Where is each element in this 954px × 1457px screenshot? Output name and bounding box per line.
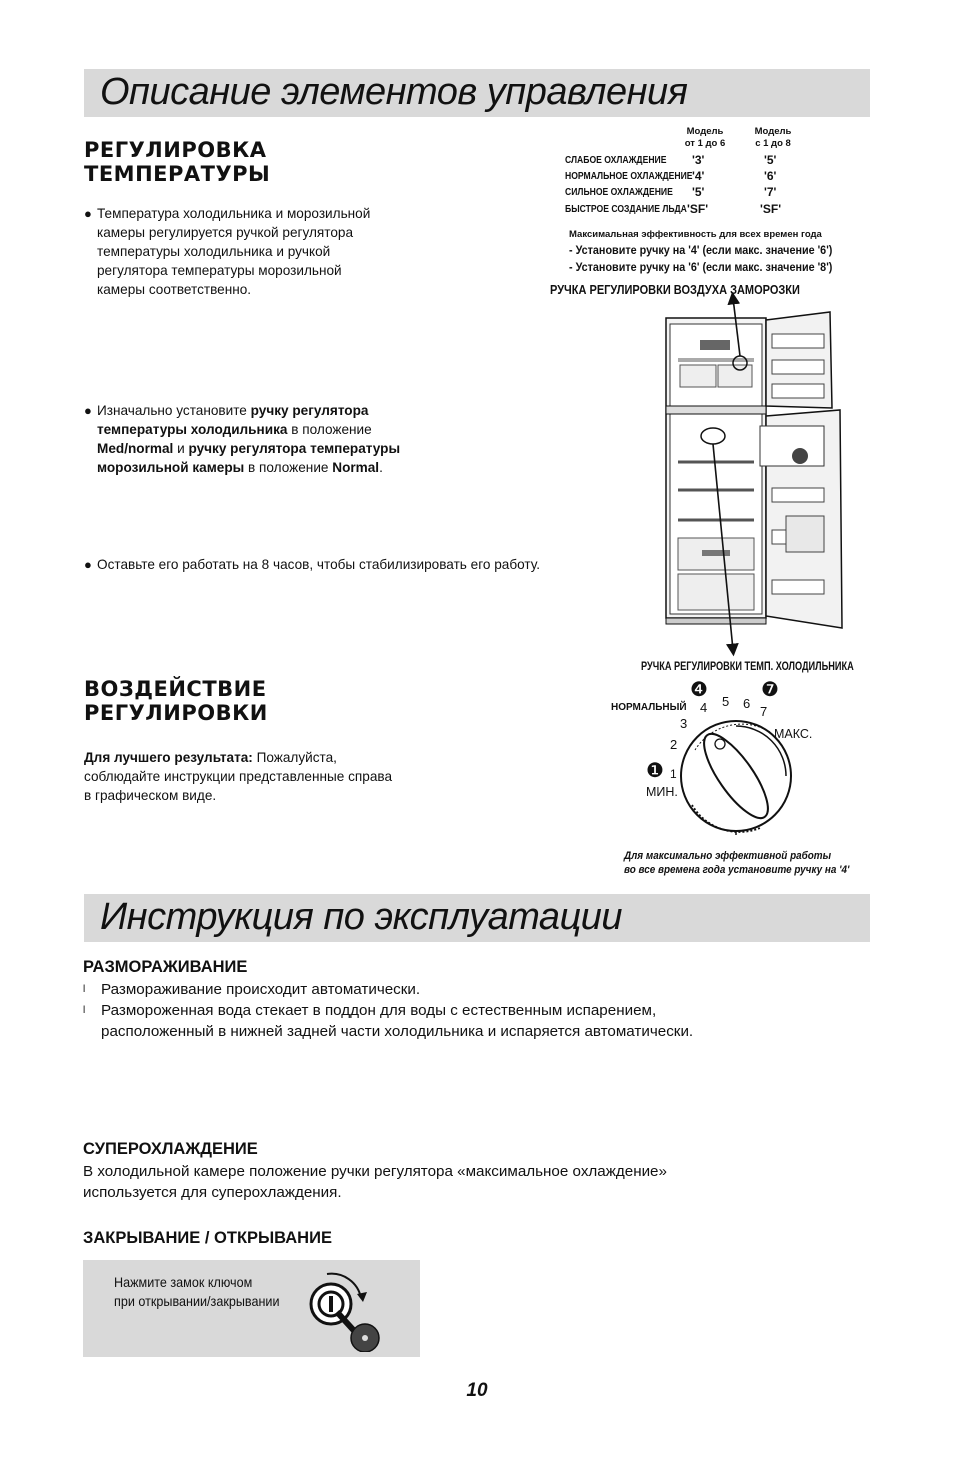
lock-heading: ЗАКРЫВАНИЕ / ОТКРЫВАНИЕ [83, 1229, 332, 1247]
section-banner [84, 894, 870, 942]
effect-heading: ВОЗДЕЙСТВИЕ РЕГУЛИРОВКИ [84, 677, 268, 725]
max-efficiency-line2: - Установите ручку на '6' (если макс. значение '8') [569, 260, 833, 274]
dial-number-4: 4 [700, 700, 708, 715]
max-efficiency-line1: - Установите ручку на '4' (если макс. значение '6') [569, 243, 833, 257]
effect-paragraph: Для лучшего результата: Пожалуйста, соблюдайте инструкции представленные справа в графическом виде. [84, 750, 393, 803]
fridge-knob-label: РУЧКА РЕГУЛИРОВКИ ТЕМП. ХОЛОДИЛЬНИКА [641, 661, 854, 673]
temp-heading: РЕГУЛИРОВКА ТЕМПЕРАТУРЫ [84, 138, 271, 186]
defrost-heading: РАЗМОРАЖИВАНИЕ [83, 958, 248, 976]
dial-normal-label: НОРМАЛЬНЫЙ [611, 702, 687, 713]
dial-number-5: 5 [722, 694, 730, 709]
dial-number-6: 6 [743, 696, 751, 711]
dial-number-2: 2 [670, 737, 678, 752]
dial-min-label: МИН. [646, 785, 678, 799]
freezer-knob-label: РУЧКА РЕГУЛИРОВКИ ВОЗДУХА ЗАМОРОЗКИ [550, 283, 800, 297]
model-col2-header: Модель с 1 до 8 [754, 126, 792, 149]
key-lock-icon [297, 1268, 389, 1352]
model-col1-header: Модель от 1 до 6 [684, 126, 726, 149]
dial-number-1: 1 [670, 767, 677, 781]
dial-number-3: 3 [680, 716, 688, 731]
supercool-paragraph: В холодильной камере положение ручки регулятора «максимальное охлаждение» используется для суперохлаждения. [83, 1163, 667, 1201]
section-banner [84, 69, 870, 117]
supercool-heading: СУПЕРОХЛАЖДЕНИЕ [83, 1140, 258, 1158]
bullet-temp-control: ● Температура холодильника и морозильной камеры регулируется ручкой регулятора температуры холодильника и ручкой регулятора температуры морозильной камеры соответственно. [84, 206, 371, 297]
dial-note: Для максимально эффективной работы во все времена года установите ручку на '4' [624, 850, 850, 876]
refrigerator-illustration [600, 290, 870, 670]
list-item: l Размораживание происходит автоматически. [83, 981, 421, 998]
bullet-stabilize: ● Оставьте его работать на 8 часов, чтобы стабилизировать его работу. [84, 557, 540, 572]
lock-instruction-box [83, 1260, 420, 1357]
banner-title: Описание элементов управления [100, 71, 688, 113]
banner-title: Инструкция по эксплуатации [100, 896, 623, 938]
badge-1-icon: ❶ [646, 760, 664, 782]
max-efficiency-title: Максимальная эффективность для всех времен года [569, 229, 822, 240]
defrost-list [83, 979, 803, 1042]
list-item: l Размороженная вода стекает в поддон для воды с естественным испарением, расположенный в нижней задней части холодильника и испаряется автоматически. [83, 1002, 694, 1040]
bullet-initial-setting: ● Изначально установите ручку регулятора температуры холодильника в положение Med/normal и ручку регулятора температуры морозильной камеры в положение Normal. [84, 403, 401, 475]
page-number: 10 [466, 1380, 488, 1401]
lock-text: Нажмите замок ключом при открывании/закрывании [114, 1274, 280, 1309]
badge-4-icon: ❹ [690, 679, 708, 701]
dial-number-7: 7 [760, 704, 768, 719]
dial-max-label: МАКС. [774, 727, 813, 741]
badge-7-icon: ❼ [761, 679, 779, 701]
